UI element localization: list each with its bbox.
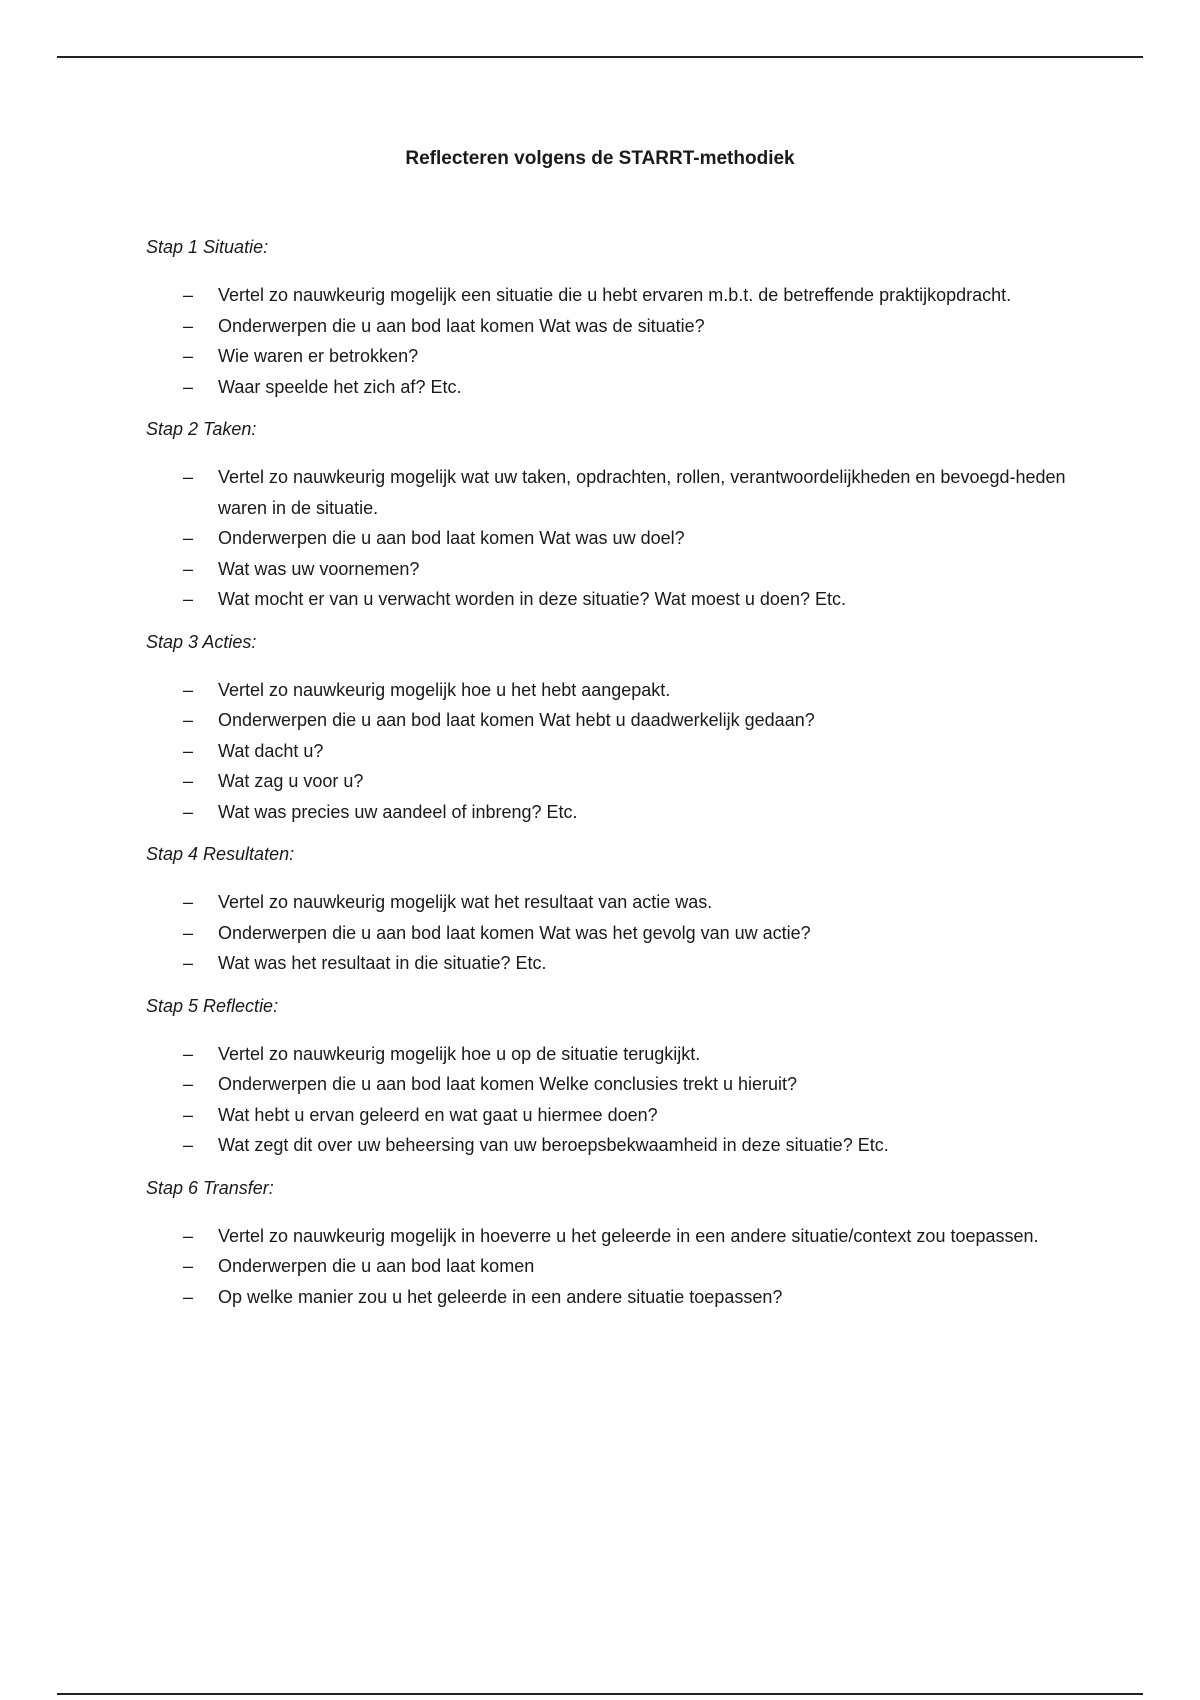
- list-item-text: Waar speelde het zich af? Etc.: [218, 376, 462, 397]
- list-item-text: Vertel zo nauwkeurig mogelijk hoe u het hebt aangepakt.: [218, 679, 671, 700]
- list-item: [146, 797, 1086, 828]
- step-list: [146, 280, 1086, 402]
- dash-bullet: –: [183, 710, 194, 730]
- step-list: [146, 887, 1086, 979]
- list-item: [146, 675, 1086, 706]
- step-list: [146, 675, 1086, 828]
- dash-bullet: –: [183, 315, 194, 336]
- list-item: [146, 918, 1086, 949]
- step-section-3: [146, 629, 1086, 828]
- step-section-5: [146, 993, 1086, 1161]
- step-heading: Stap 3 Acties:: [146, 631, 257, 652]
- dash-bullet: –: [183, 528, 194, 548]
- dash-bullet: –: [183, 1074, 194, 1094]
- step-heading: Stap 1 Situatie:: [146, 237, 269, 257]
- document-title: Reflecteren volgens de STARRT-methodiek: [405, 148, 795, 169]
- list-item: [146, 554, 1086, 585]
- list-item-text: Onderwerpen die u aan bod laat komen Wat was het gevolg van uw actie?: [218, 922, 811, 943]
- list-item-text: Wie waren er betrokken?: [218, 346, 419, 366]
- bottom-divider: [57, 1693, 1143, 1695]
- dash-bullet: –: [183, 679, 194, 700]
- dash-bullet: –: [183, 589, 194, 609]
- step-list: [146, 1039, 1086, 1161]
- dash-bullet: –: [183, 346, 194, 366]
- top-divider: [57, 56, 1143, 58]
- list-item: [146, 311, 1086, 342]
- dash-bullet: –: [183, 892, 194, 912]
- list-item-text: Wat was uw voornemen?: [218, 558, 420, 579]
- step-heading: Stap 6 Transfer:: [146, 1177, 274, 1198]
- step-list: [146, 462, 1086, 615]
- list-item: [146, 705, 1086, 736]
- dash-bullet: –: [183, 1225, 194, 1246]
- dash-bullet: –: [183, 771, 194, 791]
- list-item: [146, 280, 1086, 311]
- dash-bullet: –: [183, 801, 194, 822]
- list-item: [146, 372, 1086, 403]
- list-item-text: Onderwerpen die u aan bod laat komen: [218, 1256, 535, 1276]
- dash-bullet: –: [183, 1286, 194, 1307]
- step-heading: Stap 5 Reflectie:: [146, 995, 279, 1016]
- step-heading: Stap 4 Resultaten:: [146, 844, 295, 864]
- list-item: [146, 1282, 1086, 1313]
- list-item: [146, 1221, 1086, 1252]
- list-item: [146, 1251, 1086, 1282]
- list-item: [146, 766, 1086, 797]
- list-item: [146, 1130, 1086, 1161]
- list-item: [146, 736, 1086, 767]
- document-body: [146, 234, 1086, 1326]
- list-item: [146, 887, 1086, 918]
- step-list: [146, 1221, 1086, 1313]
- dash-bullet: –: [183, 1043, 194, 1064]
- dash-bullet: –: [183, 922, 194, 943]
- dash-bullet: –: [183, 1104, 194, 1125]
- list-item: [146, 523, 1086, 554]
- list-item: [146, 1100, 1086, 1131]
- list-item-text: Wat zag u voor u?: [218, 771, 364, 791]
- list-item-text: Wat was precies uw aandeel of inbreng? Etc.: [218, 801, 578, 822]
- list-item-text: Wat zegt dit over uw beheersing van uw beroepsbekwaamheid in deze situatie? Etc.: [218, 1135, 889, 1155]
- list-item-text: Vertel zo nauwkeurig mogelijk wat het resultaat van actie was.: [218, 892, 713, 912]
- step-section-2: [146, 416, 1086, 615]
- dash-bullet: –: [183, 1135, 194, 1155]
- step-section-6: [146, 1175, 1086, 1313]
- dash-bullet: –: [183, 740, 194, 761]
- list-item-text: Vertel zo nauwkeurig mogelijk een situatie die u hebt ervaren m.b.t. de betreffende praktijkopdracht.: [218, 285, 1012, 305]
- list-item: [146, 1069, 1086, 1100]
- step-section-4: [146, 841, 1086, 979]
- list-item-text: Onderwerpen die u aan bod laat komen Wat hebt u daadwerkelijk gedaan?: [218, 710, 815, 730]
- dash-bullet: –: [183, 467, 194, 487]
- dash-bullet: –: [183, 953, 194, 973]
- list-item: [146, 948, 1086, 979]
- list-item-text: Onderwerpen die u aan bod laat komen Wat was uw doel?: [218, 528, 685, 548]
- list-item-text: Onderwerpen die u aan bod laat komen Wat was de situatie?: [218, 315, 705, 336]
- step-section-1: [146, 234, 1086, 402]
- list-item: [146, 341, 1086, 372]
- step-heading: Stap 2 Taken:: [146, 419, 257, 439]
- list-item-text: Wat dacht u?: [218, 740, 324, 761]
- dash-bullet: –: [183, 285, 194, 305]
- list-item-text: Vertel zo nauwkeurig mogelijk wat uw taken, opdrachten, rollen, verantwoordelijkheden en bevoegd-heden waren in de situatie.: [218, 467, 1066, 518]
- list-item-text: Onderwerpen die u aan bod laat komen Welke conclusies trekt u hieruit?: [218, 1074, 797, 1094]
- list-item-text: Vertel zo nauwkeurig mogelijk hoe u op de situatie terugkijkt.: [218, 1043, 701, 1064]
- list-item-text: Wat hebt u ervan geleerd en wat gaat u hiermee doen?: [218, 1104, 658, 1125]
- list-item-text: Vertel zo nauwkeurig mogelijk in hoeverre u het geleerde in een andere situatie/context zou toepassen.: [218, 1225, 1039, 1246]
- dash-bullet: –: [183, 376, 194, 397]
- list-item-text: Wat was het resultaat in die situatie? Etc.: [218, 953, 547, 973]
- list-item: [146, 584, 1086, 615]
- dash-bullet: –: [183, 1256, 194, 1276]
- list-item: [146, 462, 1086, 523]
- list-item-text: Op welke manier zou u het geleerde in een andere situatie toepassen?: [218, 1286, 783, 1307]
- list-item: [146, 1039, 1086, 1070]
- dash-bullet: –: [183, 558, 194, 579]
- list-item-text: Wat mocht er van u verwacht worden in deze situatie? Wat moest u doen? Etc.: [218, 589, 846, 609]
